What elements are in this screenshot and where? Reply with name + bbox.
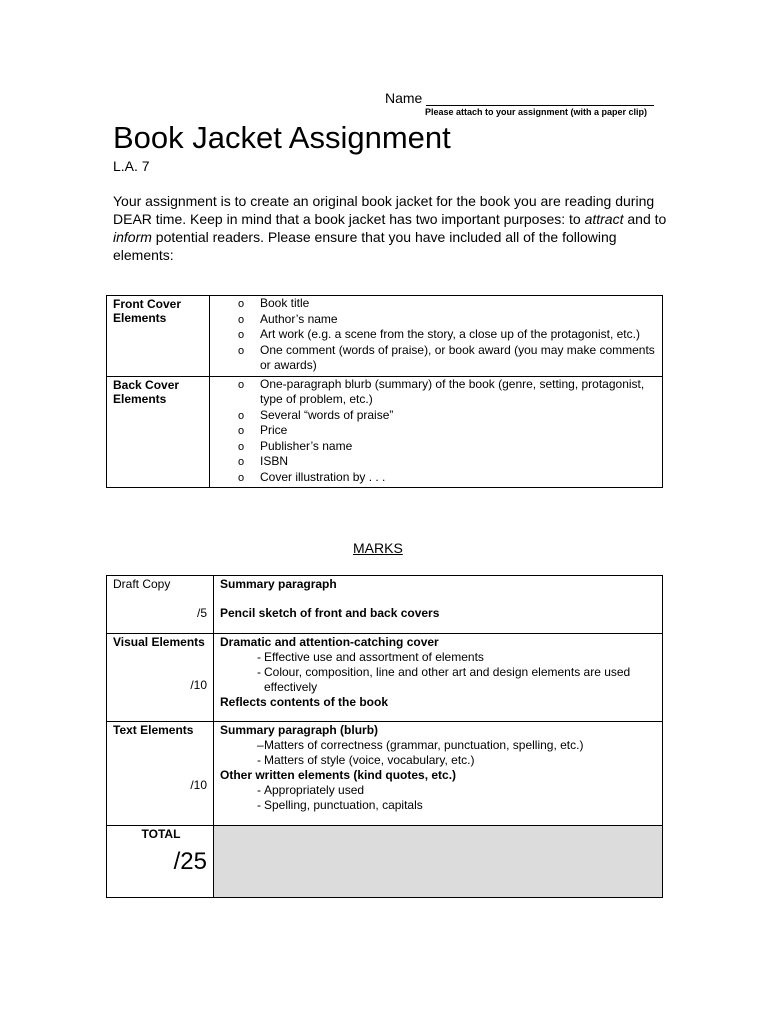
list-item: o Author’s name [210, 312, 658, 328]
total-row [107, 826, 663, 898]
draft-score: /5 [196, 606, 207, 620]
list-item: o One-paragraph blurb (summary) of the book (genre, setting, protagonist, type of problem, etc.) [210, 377, 658, 408]
total-label-cell [107, 826, 214, 898]
list-item: o One comment (words of praise), or book award (you may make comments or awards) [210, 343, 658, 374]
page-title: Book Jacket Assignment [113, 120, 451, 155]
name-blank-line[interactable] [426, 91, 654, 106]
visual-row [107, 634, 663, 722]
list-item: o Art work (e.g. a scene from the story, a close up of the protagonist, etc.) [210, 327, 658, 343]
list-item: - Effective use and assortment of elements [257, 650, 484, 664]
visual-label: Visual Elements [113, 635, 205, 649]
draft-line-sketch: Pencil sketch of front and back covers [220, 606, 440, 620]
text-criteria [214, 722, 663, 826]
back-cover-label: Back Cover Elements [107, 376, 210, 488]
list-item: o Price [210, 423, 658, 439]
text-score: /10 [190, 778, 207, 792]
marks-table [106, 575, 663, 898]
text-label: Text Elements [113, 723, 194, 737]
draft-criteria [214, 576, 663, 634]
list-item: – Matters of correctness (grammar, punctuation, spelling, etc.) [257, 738, 584, 752]
text-row [107, 722, 663, 826]
list-item: o Cover illustration by . . . [210, 470, 658, 486]
text-heading-other: Other written elements (kind quotes, etc.) [220, 768, 457, 782]
visual-heading: Dramatic and attention-catching cover [220, 635, 439, 649]
visual-criteria [214, 634, 663, 722]
draft-row [107, 576, 663, 634]
intro-emphasis-inform: inform [113, 229, 152, 245]
visual-score: /10 [190, 678, 207, 692]
list-item: - Appropriately used [257, 783, 365, 797]
front-cover-row [107, 296, 663, 377]
list-item: - Colour, composition, line and other art and design elements are used effectively [257, 665, 631, 694]
front-cover-label: Front Cover Elements [107, 296, 210, 377]
course-code: L.A. 7 [113, 158, 150, 174]
draft-line-summary: Summary paragraph [220, 577, 337, 591]
front-cover-items [210, 296, 663, 377]
draft-label: Draft Copy [113, 577, 171, 591]
elements-table [106, 295, 663, 488]
attach-note: Please attach to your assignment (with a paper clip) [425, 107, 648, 117]
list-item: o Book title [210, 296, 658, 312]
text-label-cell [107, 722, 214, 826]
visual-footer: Reflects contents of the book [220, 695, 389, 709]
list-item: - Spelling, punctuation, capitals [257, 798, 423, 812]
total-shaded-cell [214, 826, 663, 898]
intro-emphasis-attract: attract [584, 211, 624, 227]
list-item: o Several “words of praise” [210, 408, 658, 424]
back-cover-row [107, 376, 663, 488]
draft-label-cell [107, 576, 214, 634]
name-label: Name [385, 90, 423, 106]
total-score: /25 [173, 848, 207, 875]
list-item: - Matters of style (voice, vocabulary, etc.) [257, 753, 475, 767]
back-cover-items [210, 376, 663, 488]
list-item: o Publisher’s name [210, 439, 658, 455]
list-item: o ISBN [210, 454, 658, 470]
name-field[interactable] [385, 90, 654, 106]
intro-paragraph: Your assignment is to create an original book jacket for the book you are reading during DEAR time. Keep in mind that a book jacket has two important purposes: to attract and to inform potential readers. Please ensure that you have included all of the following elements: [113, 193, 667, 263]
text-heading-summary: Summary paragraph (blurb) [220, 723, 379, 737]
visual-label-cell [107, 634, 214, 722]
marks-heading: MARKS [353, 540, 403, 556]
total-label: TOTAL [141, 827, 181, 841]
